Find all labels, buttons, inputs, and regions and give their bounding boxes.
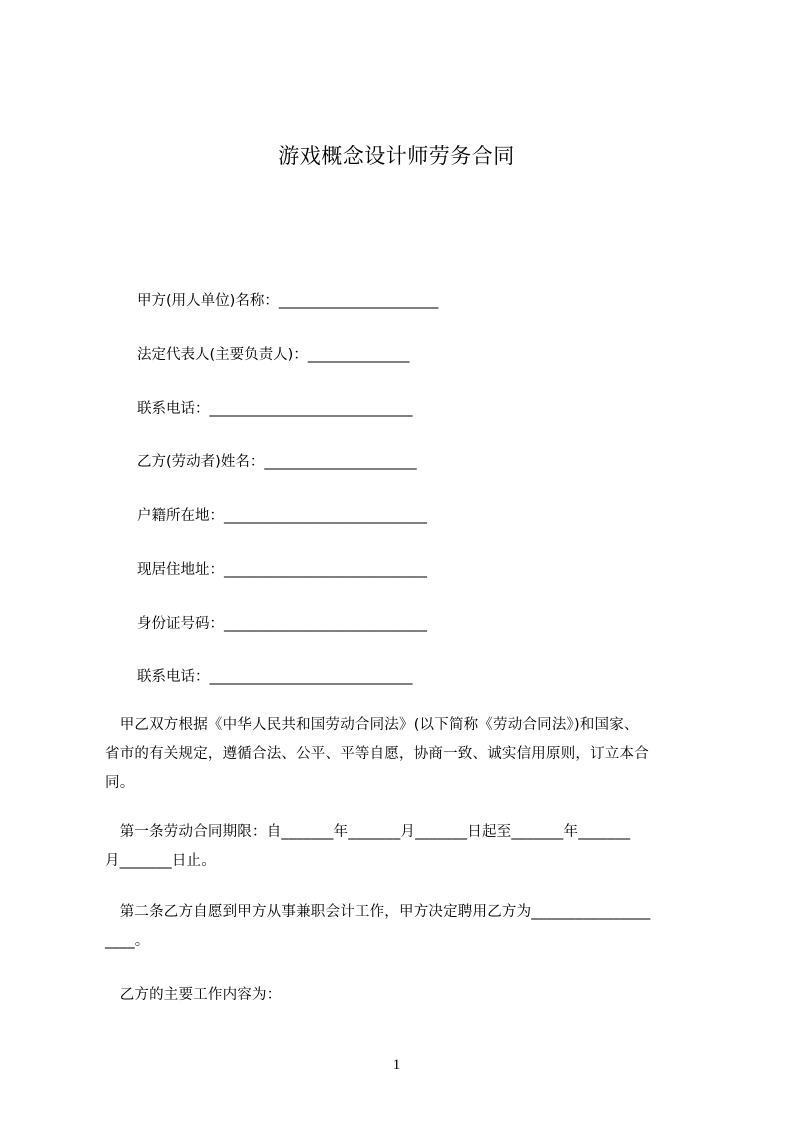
preamble-paragraph bbox=[105, 711, 705, 798]
paragraph-line: 省市的有关规定，遵循合法、公平、平等自愿，协商一致、诚实信用原则，订立本合 bbox=[105, 746, 649, 762]
legal-representative-field: 法定代表人(主要负责人)：______________ bbox=[137, 347, 410, 363]
paragraph-line: ____。 bbox=[105, 933, 150, 949]
paragraph-line: 第二条乙方自愿到甲方从事兼职会计工作，甲方决定聘用乙方为________________ bbox=[105, 904, 651, 920]
employee-name-field: 乙方(劳动者)姓名：_____________________ bbox=[137, 454, 417, 470]
employer-phone-field: 联系电话：____________________________ bbox=[137, 401, 413, 417]
paragraph-line: 同。 bbox=[105, 775, 135, 791]
current-address-field: 现居住地址：____________________________ bbox=[137, 562, 427, 578]
employee-phone-field: 联系电话：____________________________ bbox=[137, 669, 413, 685]
household-registration-field: 户籍所在地：____________________________ bbox=[137, 508, 427, 524]
work-content-paragraph bbox=[105, 981, 705, 1010]
paragraph-line: 第一条劳动合同期限：自_______年_______月_______日起至_______年_______ bbox=[105, 824, 631, 840]
paragraph-line: 甲乙双方根据《中华人民共和国劳动合同法》(以下简称《劳动合同法》)和国家、 bbox=[105, 717, 639, 733]
article-one-paragraph bbox=[105, 818, 705, 876]
document-title: 游戏概念设计师劳务合同 bbox=[278, 144, 515, 168]
paragraph-line: 月_______日止。 bbox=[105, 853, 216, 869]
paragraph-line: 乙方的主要工作内容为： bbox=[105, 987, 282, 1003]
page-number: 1 bbox=[392, 1057, 401, 1073]
article-two-paragraph bbox=[105, 898, 705, 956]
id-number-field: 身份证号码：____________________________ bbox=[137, 616, 427, 632]
employer-name-field: 甲方(用人单位)名称：______________________ bbox=[137, 293, 439, 309]
